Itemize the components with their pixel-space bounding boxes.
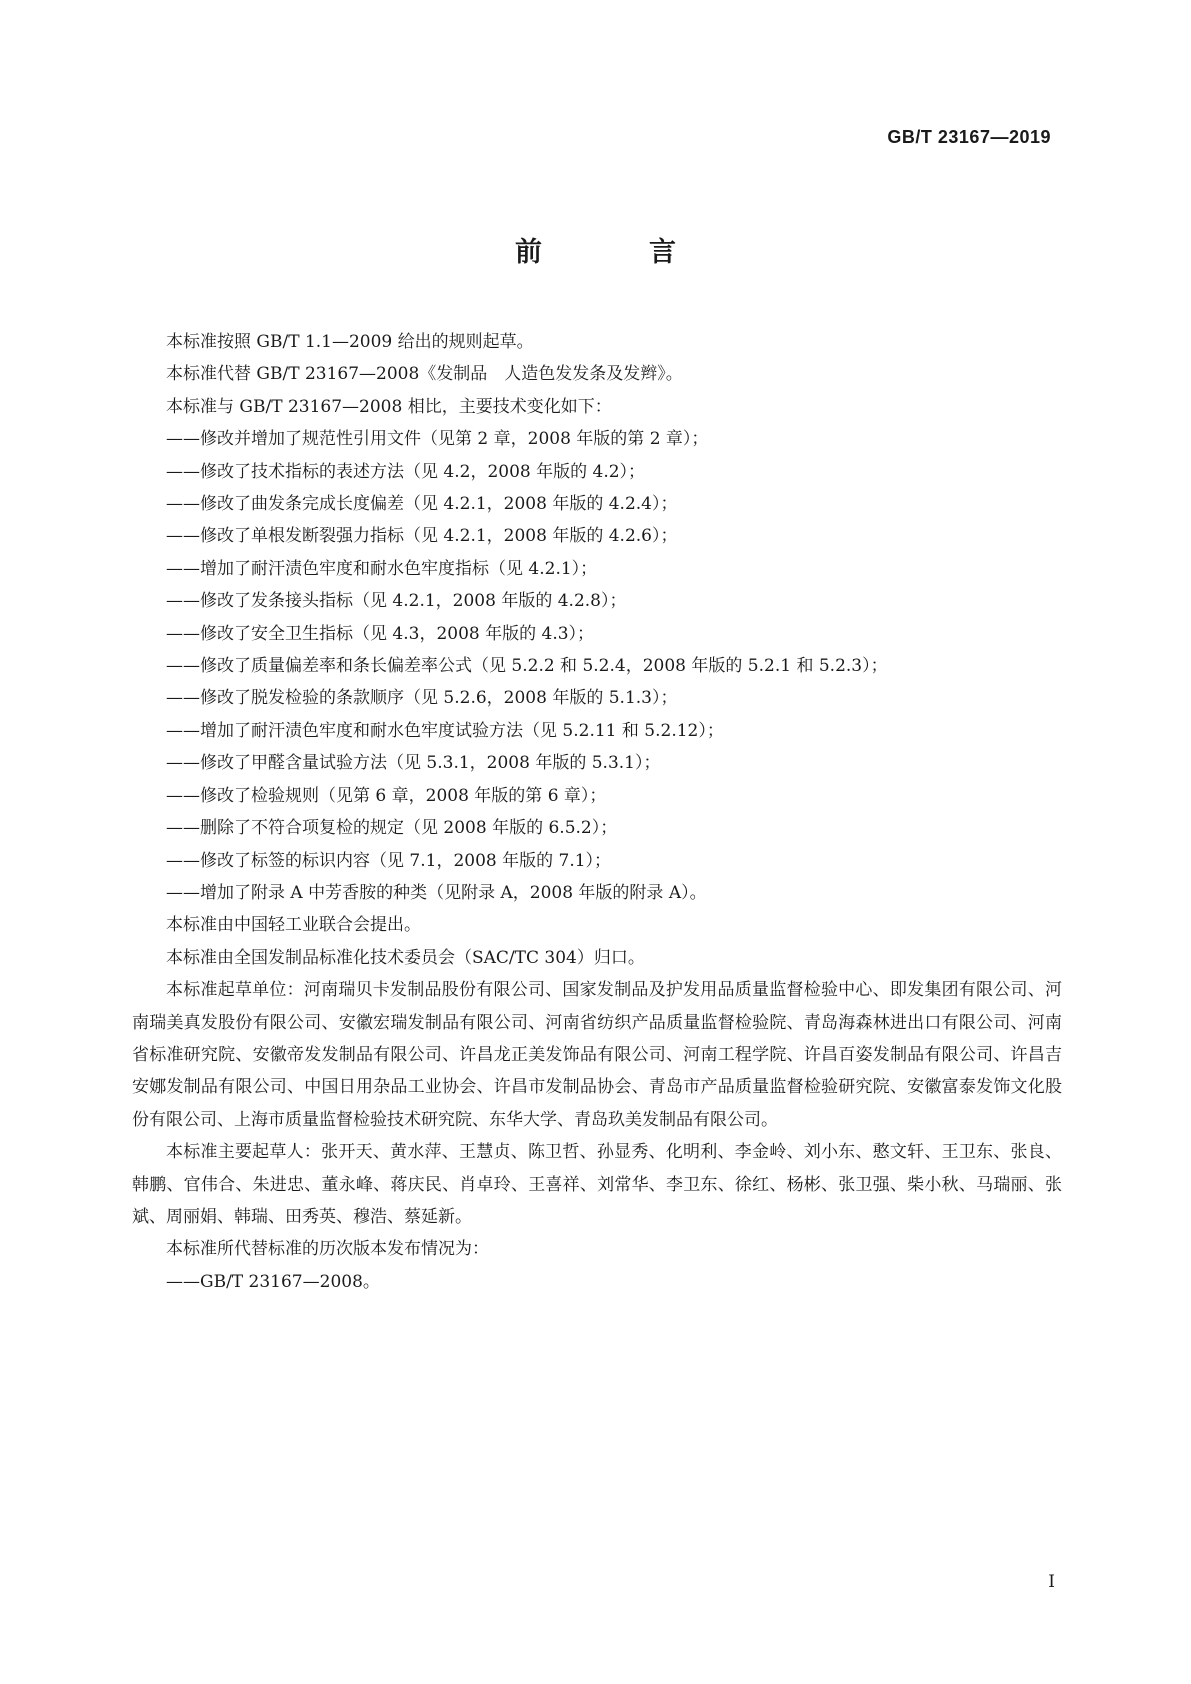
paragraph-drafters: 本标准主要起草人：张开天、黄水萍、王慧贞、陈卫哲、孙显秀、化明利、李金岭、刘小东、憨文轩、王卫东、张良、韩鹏、官伟合、朱进忠、董永峰、蒋庆民、肖卓玲、王喜祥、刘常华、李卫东、徐红、杨彬、张卫强、柴小秋、马瑞丽、张斌、周丽娟、韩瑞、田秀英、穆浩、蔡延新。 xyxy=(132,1142,1062,1227)
foreword-body xyxy=(132,326,1062,1298)
change-item: ——增加了耐汗渍色牢度和耐水色牢度试验方法（见 5.2.11 和 5.2.12）； xyxy=(166,720,724,741)
change-item: ——修改了脱发检验的条款顺序（见 5.2.6，2008 年版的 5.1.3）； xyxy=(166,688,678,709)
paragraph-replaces: 本标准代替 GB/T 23167—2008《发制品 人造色发发条及发辫》。 xyxy=(166,364,683,385)
standard-code: GB/T 23167—2019 xyxy=(887,127,1051,147)
history-item: ——GB/T 23167—2008。 xyxy=(166,1271,380,1292)
change-item: ——修改了检验规则（见第 6 章，2008 年版的第 6 章）； xyxy=(166,785,607,806)
paragraph-changes-intro: 本标准与 GB/T 23167—2008 相比，主要技术变化如下： xyxy=(166,396,612,417)
change-item: ——修改并增加了规范性引用文件（见第 2 章，2008 年版的第 2 章）； xyxy=(166,429,709,450)
change-item: ——修改了技术指标的表述方法（见 4.2，2008 年版的 4.2）； xyxy=(166,461,646,482)
change-item: ——修改了标签的标识内容（见 7.1，2008 年版的 7.1）； xyxy=(166,850,612,871)
page-number: I xyxy=(1048,1572,1055,1592)
change-item: ——修改了甲醛含量试验方法（见 5.3.1，2008 年版的 5.3.1）； xyxy=(166,753,661,774)
paragraph-proposed-by: 本标准由中国轻工业联合会提出。 xyxy=(166,915,421,936)
change-item: ——增加了耐汗渍色牢度和耐水色牢度指标（见 4.2.1）； xyxy=(166,558,598,579)
page-title: 前 言 xyxy=(515,237,716,268)
paragraph-drafting-rules: 本标准按照 GB/T 1.1—2009 给出的规则起草。 xyxy=(166,332,534,352)
paragraph-history-intro: 本标准所代替标准的历次版本发布情况为： xyxy=(166,1239,489,1260)
change-item: ——修改了安全卫生指标（见 4.3，2008 年版的 4.3）； xyxy=(166,623,595,644)
change-item: ——增加了附录 A 中芳香胺的种类（见附录 A，2008 年版的附录 A）。 xyxy=(166,882,707,903)
change-item: ——修改了曲发条完成长度偏差（见 4.2.1，2008 年版的 4.2.4）； xyxy=(166,494,678,515)
paragraph-centralized-by: 本标准由全国发制品标准化技术委员会（SAC/TC 304）归口。 xyxy=(166,947,645,968)
change-item: ——修改了发条接头指标（见 4.2.1，2008 年版的 4.2.8）； xyxy=(166,591,627,612)
change-item: ——修改了单根发断裂强力指标（见 4.2.1，2008 年版的 4.2.6）； xyxy=(166,526,678,547)
paragraph-drafting-units: 本标准起草单位：河南瑞贝卡发制品股份有限公司、国家发制品及护发用品质量监督检验中心、即发集团有限公司、河南瑞美真发股份有限公司、安徽宏瑞发制品有限公司、河南省纺织产品质量监督检验院、青岛海森林进出口有限公司、河南省标准研究院、安徽帝发发制品有限公司、许昌龙正美发饰品有限公司、河南工程学院、许昌百姿发制品有限公司、许昌吉安娜发制品有限公司、中国日用杂品工业协会、许昌市发制品协会、青岛市产品质量监督检验研究院、安徽富泰发饰文化股份有限公司、上海市质量监督检验技术研究院、东华大学、青岛玖美发制品有限公司。 xyxy=(132,980,1062,1130)
change-item: ——修改了质量偏差率和条长偏差率公式（见 5.2.2 和 5.2.4，2008 年版的 5.2.1 和 5.2.3）； xyxy=(166,656,888,677)
change-item: ——删除了不符合项复检的规定（见 2008 年版的 6.5.2）； xyxy=(166,818,618,839)
